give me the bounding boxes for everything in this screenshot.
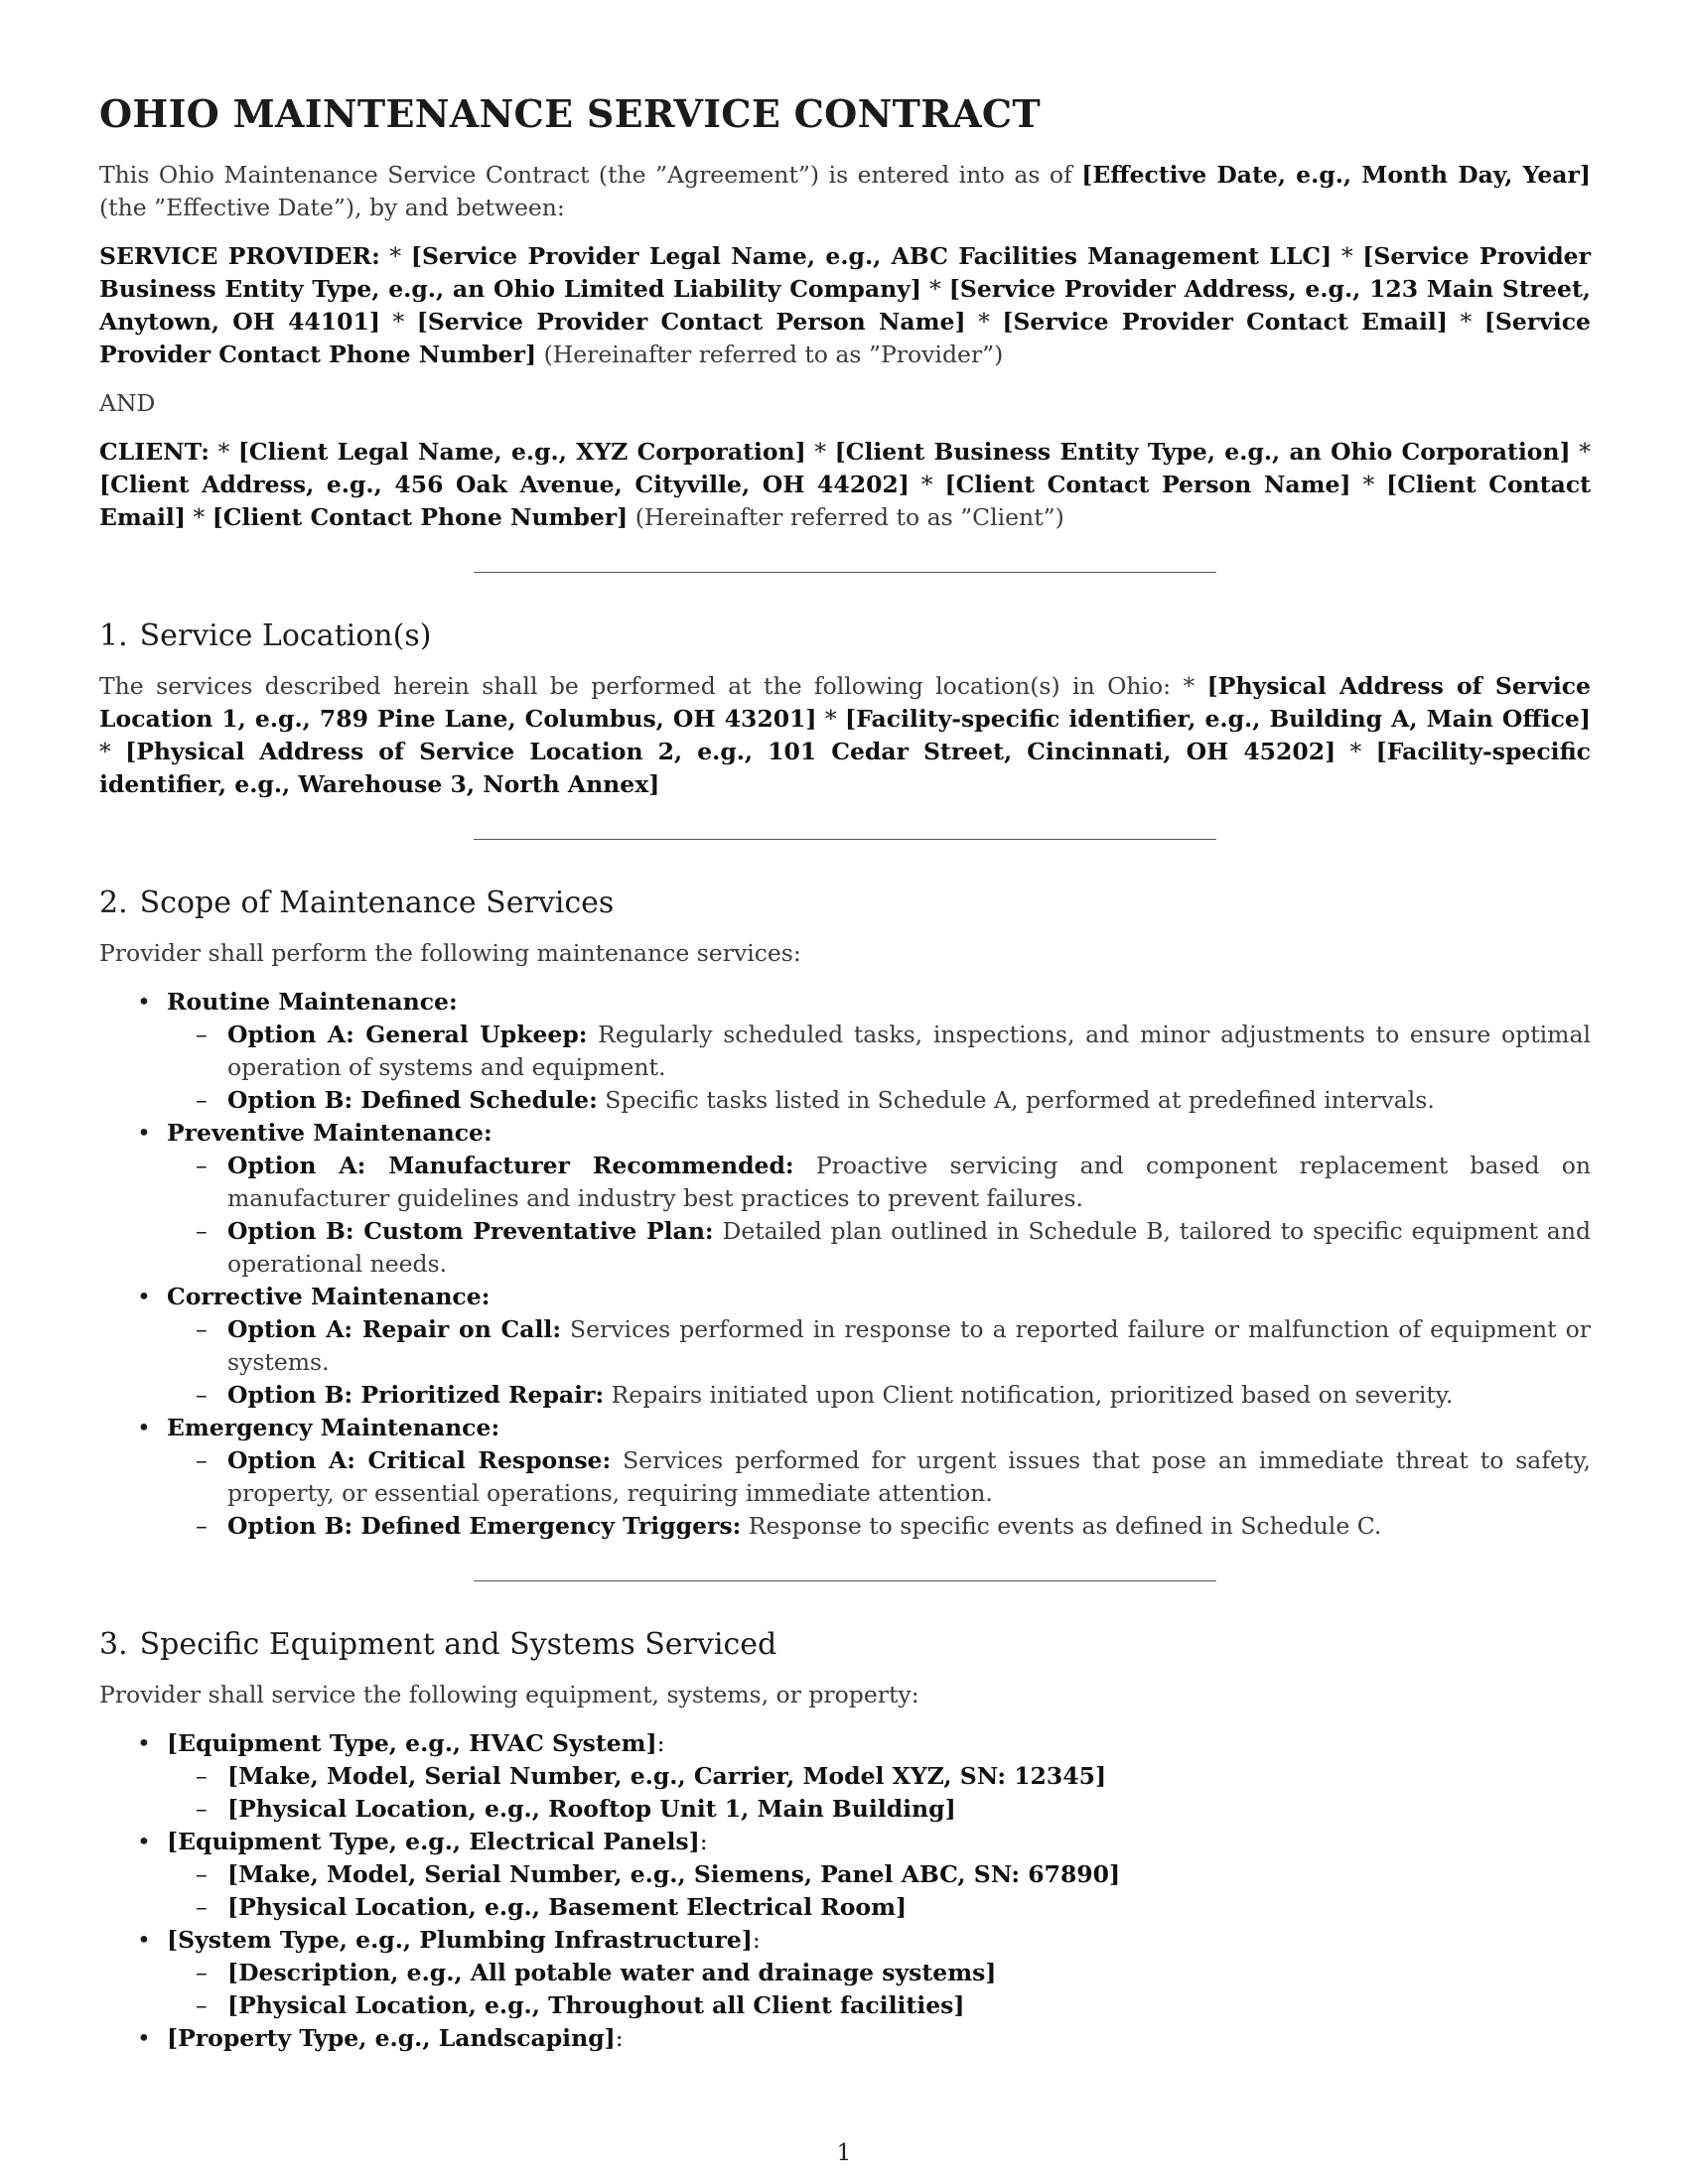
sub-list [167,1150,1591,1281]
option-text: Proactive servicing and component replacement based on manufacturer guidelines and industry best practices to prevent failures. [227,1152,1591,1212]
list-item-label: Emergency Maintenance: [167,1414,500,1441]
client-paragraph [99,436,1591,534]
separator: * [185,503,212,531]
equipment-detail-field: [Make, Model, Serial Number, e.g., Carrier, Model XYZ, SN: 12345] [227,1762,1107,1790]
option-text: Detailed plan outlined in Schedule B, tailored to specific equipment and operational needs. [227,1217,1591,1278]
client-contact-name-field: [Client Contact Person Name] [944,471,1351,498]
provider-legal-name-field: [Service Provider Legal Name, e.g., ABC Facilities Management LLC] [410,242,1333,270]
sub-list-item [227,1510,1591,1543]
separator: * [816,705,845,733]
list-item [167,1924,1591,2022]
client-label: CLIENT: [99,438,210,466]
sub-list-item [227,1891,1591,1924]
equipment-type-field: [Equipment Type, e.g., Electrical Panels] [167,1828,700,1855]
client-hereinafter: (Hereinafter referred to as ”Client”) [628,503,1064,531]
equipment-intro: Provider shall service the following equipment, systems, or property: [99,1681,919,1708]
provider-contact-email-field: [Service Provider Contact Email] [1002,308,1448,336]
provider-contact-name-field: [Service Provider Contact Person Name] [416,308,966,336]
option-label: Option A: Repair on Call: [227,1315,561,1343]
option-text: Services performed in response to a reported failure or malfunction of equipment or systems. [227,1315,1591,1376]
option-label: Option B: Defined Emergency Triggers: [227,1512,742,1540]
list-item-label: Corrective Maintenance: [167,1283,491,1310]
sub-list [167,1760,1591,1826]
intro-paragraph [99,159,1591,224]
separator: * [965,308,1003,336]
service-locations-text: The services described herein shall be performed at the following location(s) in Ohio: * [99,672,1207,700]
sub-list-item [227,1313,1591,1379]
provider-paragraph [99,240,1591,371]
section-title: Scope of Maintenance Services [139,886,615,920]
client-contact-phone-field: [Client Contact Phone Number] [211,503,629,531]
separator: * [379,308,417,336]
sub-list [167,1019,1591,1117]
sub-list-item [227,1215,1591,1281]
separator: * [379,242,411,270]
sub-list [167,1444,1591,1543]
sub-list-item [227,1444,1591,1510]
separator: * [1447,308,1484,336]
option-label: Option A: General Upkeep: [227,1021,588,1048]
system-type-field: [System Type, e.g., Plumbing Infrastructure] [167,1926,753,1954]
sub-list [167,1858,1591,1924]
separator: * [1336,738,1376,765]
horizontal-rule [474,572,1216,573]
provider-hereinafter: (Hereinafter referred to as ”Provider”) [536,341,1004,368]
equipment-list [99,1727,1591,2055]
colon: : [656,1729,665,1757]
provider-contact-phone-field: [Service Provider Contact Phone Number] [99,308,1591,368]
equipment-detail-field: [Make, Model, Serial Number, e.g., Siemens, Panel ABC, SN: 67890] [227,1860,1121,1888]
and-text: AND [99,389,156,417]
option-text: Regularly scheduled tasks, inspections, and minor adjustments to ensure optimal operation of systems and equipment. [227,1021,1591,1081]
client-entity-type-field: [Client Business Entity Type, e.g., an Ohio Corporation] [834,438,1571,466]
equipment-type-field: [Equipment Type, e.g., HVAC System] [167,1729,657,1757]
scope-list [99,986,1591,1543]
colon: : [699,1828,708,1855]
page-number: 1 [836,2140,852,2166]
separator: * [805,438,835,466]
provider-entity-type-field: [Service Provider Business Entity Type, e.g., an Ohio Limited Liability Company] [99,242,1591,303]
sub-list [167,1313,1591,1412]
option-text: Specific tasks listed in Schedule A, performed at predefined intervals. [597,1086,1435,1114]
option-label: Option A: Critical Response: [227,1446,612,1474]
service-locations-paragraph [99,670,1591,801]
client-address-field: [Client Address, e.g., 456 Oak Avenue, Cityville, OH 44202] [99,471,910,498]
option-label: Option B: Custom Preventative Plan: [227,1217,714,1245]
sub-list-item [227,1858,1591,1891]
list-item [167,2022,1591,2055]
section-heading-equipment [99,1625,1591,1665]
section-title: Service Location(s) [139,618,432,653]
equipment-location-field: [Physical Location, e.g., Basement Electrical Room] [227,1893,908,1921]
location-1-identifier-field: [Facility-specific identifier, e.g., Building A, Main Office] [844,705,1591,733]
location-1-address-field: [Physical Address of Service Location 1, e.g., 789 Pine Lane, Columbus, OH 43201] [99,672,1592,733]
document-title: OHIO MAINTENANCE SERVICE CONTRACT [99,91,1041,136]
sub-list [167,1957,1591,2022]
section-heading-service-locations [99,616,1591,656]
list-item-label: Routine Maintenance: [167,988,458,1016]
colon: : [752,1926,761,1954]
separator: * [209,438,238,466]
sub-list-item [227,1957,1591,1989]
scope-intro: Provider shall perform the following maintenance services: [99,939,801,967]
list-item [167,1727,1591,1826]
sub-list-item [227,1760,1591,1793]
separator: * [920,275,949,303]
client-legal-name-field: [Client Legal Name, e.g., XYZ Corporation] [237,438,806,466]
sub-list-item [227,1150,1591,1215]
sub-list-item [227,1989,1591,2022]
horizontal-rule [474,1580,1216,1581]
option-text: Services performed for urgent issues that pose an immediate threat to safety, property, or essential operations, requiring immediate attention. [227,1446,1591,1507]
location-2-address-field: [Physical Address of Service Location 2, e.g., 101 Cedar Street, Cincinnati, OH 45202] [125,738,1336,765]
list-item [167,986,1591,1117]
effective-date-field: [Effective Date, e.g., Month Day, Year] [1081,161,1591,189]
document-page [99,77,1591,2055]
option-text: Response to specific events as defined in Schedule C. [741,1512,1382,1540]
equipment-location-field: [Physical Location, e.g., Rooftop Unit 1, Main Building] [227,1795,956,1823]
provider-address-field: [Service Provider Address, e.g., 123 Main Street, Anytown, OH 44101] [99,275,1591,336]
section-number: 2. [99,886,128,920]
sub-list-item [227,1379,1591,1412]
client-contact-email-field: [Client Contact Email] [99,471,1591,531]
section-title: Specific Equipment and Systems Serviced [139,1627,777,1662]
option-label: Option B: Defined Schedule: [227,1086,598,1114]
property-type-field: [Property Type, e.g., Landscaping] [167,2024,616,2052]
list-item [167,1281,1591,1412]
sub-list-item [227,1019,1591,1084]
separator: * [1332,242,1363,270]
separator: * [909,471,945,498]
intro-text-end: (the ”Effective Date”), by and between: [99,194,565,221]
provider-label: SERVICE PROVIDER: [99,242,380,270]
intro-text: This Ohio Maintenance Service Contract (the ”Agreement”) is entered into as of [99,161,1082,189]
separator: * [1570,438,1591,466]
colon: : [615,2024,624,2052]
list-item-label: Preventive Maintenance: [167,1119,492,1147]
horizontal-rule [474,839,1216,840]
separator: * [1350,471,1387,498]
system-description-field: [Description, e.g., All potable water and drainage systems] [227,1959,997,1986]
location-2-identifier-field: [Facility-specific identifier, e.g., Warehouse 3, North Annex] [99,738,1591,798]
section-number: 3. [99,1627,128,1662]
option-label: Option A: Manufacturer Recommended: [227,1152,794,1179]
option-text: Repairs initiated upon Client notification, prioritized based on severity. [604,1381,1454,1409]
option-label: Option B: Prioritized Repair: [227,1381,605,1409]
sub-list-item [227,1084,1591,1117]
sub-list-item [227,1793,1591,1826]
list-item [167,1117,1591,1281]
system-location-field: [Physical Location, e.g., Throughout all Client facilities] [227,1991,965,2019]
section-number: 1. [99,618,128,653]
section-heading-scope [99,884,1591,923]
list-item [167,1412,1591,1543]
separator: * [99,738,126,765]
list-item [167,1826,1591,1924]
